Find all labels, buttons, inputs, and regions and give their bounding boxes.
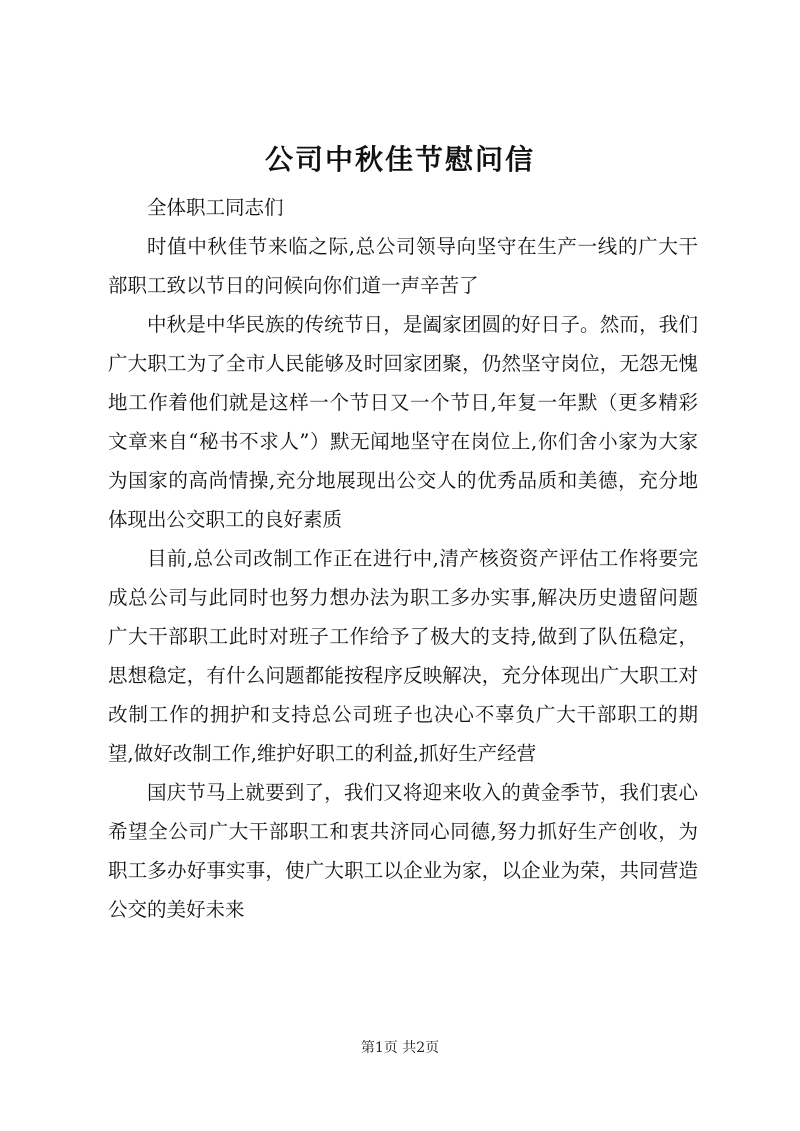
body-paragraph: 国庆节马上就要到了，我们又将迎来收入的黄金季节，我们衷心希望全公司广大干部职工和衷共济同心同德,努力抓好生产创收，为职工多办好事实事，使广大职工以企业为家，以企业为荣，共同营造公交的美好未来 [108,781,698,921]
greeting-paragraph: 全体职工同志们 [147,196,284,219]
page-footer: 第1页 共2页 [360,1040,440,1056]
body-paragraph: 时值中秋佳节来临之际,总公司领导向坚守在生产一线的广大干部职工致以节日的问候向你们道一声辛苦了 [108,235,698,297]
document-title: 公司中秋佳节慰问信 [264,143,535,176]
document-body [108,188,698,929]
body-paragraph: 目前,总公司改制工作正在进行中,清产核资资产评估工作将要完成总公司与此同时也努力想办法为职工多办实事,解决历史遗留问题广大干部职工此时对班子工作给予了极大的支持,做到了队伍稳定，思想稳定，有什么问题都能按程序反映解决，充分体现出广大职工对改制工作的拥护和支持总公司班子也决心不辜负广大干部职工的期望,做好改制工作,维护好职工的利益,抓好生产经营 [108,547,698,765]
body-paragraph: 中秋是中华民族的传统节日，是阖家团圆的好日子。然而，我们广大职工为了全市人民能够及时回家团聚，仍然坚守岗位，无怨无愧地工作着他们就是这样一个节日又一个节日,年复一年默（更多精彩文章来自“秘书不求人”）默无闻地坚守在岗位上,你们舍小家为大家为国家的高尚情操,充分地展现出公交人的优秀品质和美德，充分地体现出公交职工的良好素质 [108,313,698,531]
